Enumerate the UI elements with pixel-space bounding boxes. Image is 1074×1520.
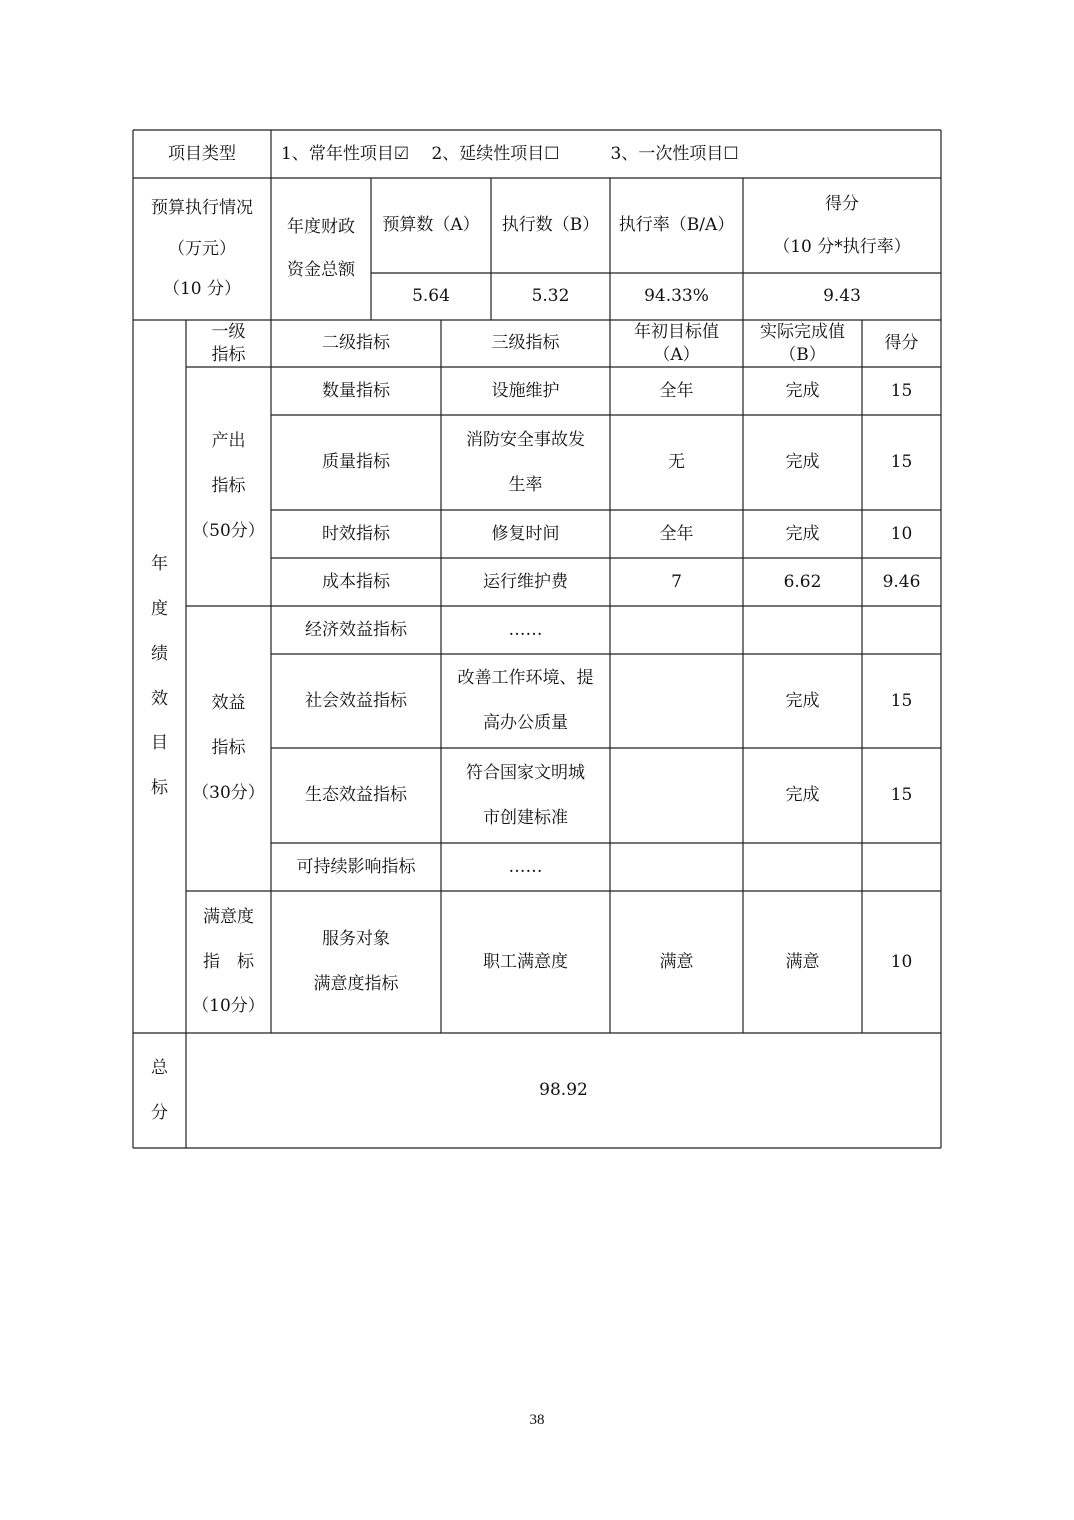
rate-value: 94.33%: [644, 286, 709, 307]
row-level3: [441, 606, 610, 654]
row-level3: [441, 415, 610, 510]
total-label-line: 分: [151, 1102, 168, 1123]
score-header-line: 得分: [825, 193, 859, 214]
row-target: 全年: [659, 523, 694, 544]
row-level2: [271, 367, 441, 415]
row-level3-line: 改善工作环境、提: [457, 668, 594, 689]
row-level2-line: 时效指标: [322, 523, 390, 544]
row-target: 无: [668, 452, 685, 473]
header-target-line: （A）: [653, 344, 700, 365]
row-level3-line: ……: [508, 856, 543, 877]
row-score: 9.46: [882, 571, 921, 592]
row-target: [610, 843, 743, 891]
row-level2-line: 社会效益指标: [305, 690, 407, 711]
output-group-label-line: （50分）: [192, 520, 265, 541]
performance-side-label-line: 效: [151, 688, 168, 709]
row-level2: [271, 558, 441, 606]
row-score: [862, 843, 941, 891]
benefit-group-label-line: 指标: [211, 738, 246, 759]
budget-label-line: （万元）: [168, 238, 236, 259]
row-level3: [441, 843, 610, 891]
header-level1-line: 一级: [211, 321, 246, 342]
exec-header: 执行数（B）: [501, 215, 600, 236]
row-level2: [271, 510, 441, 558]
header-actual: [743, 320, 862, 367]
exec-value: 5.32: [531, 286, 570, 307]
row-level3-line: 生率: [508, 474, 543, 495]
row-level2-line: 满意度指标: [313, 974, 399, 994]
row-level2-line: 数量指标: [322, 380, 390, 401]
row-level2: [271, 654, 441, 748]
row-level3: [441, 891, 610, 1033]
header-target-line: 年初目标值: [634, 321, 719, 342]
performance-side-label-line: 度: [151, 598, 168, 619]
project-type-label: 项目类型: [168, 143, 236, 164]
row-level3-line: 设施维护: [491, 380, 560, 401]
row-level3-line: 职工满意度: [483, 951, 568, 972]
row-target: 全年: [659, 380, 694, 401]
output-group-label-line: 指标: [211, 476, 246, 497]
row-score: 15: [890, 690, 913, 711]
row-level2-line: 经济效益指标: [305, 619, 407, 640]
row-actual: 完成: [785, 523, 820, 544]
row-score: 10: [890, 523, 913, 544]
score-value: 9.43: [823, 286, 861, 307]
budget-header: 预算数（A）: [382, 215, 480, 236]
budget-label-line: 预算执行情况: [151, 197, 253, 218]
row-level3-line: 消防安全事故发: [466, 429, 585, 450]
header-actual-line: （B）: [779, 344, 826, 365]
row-actual: 6.62: [783, 571, 822, 592]
row-level2-line: 服务对象: [322, 929, 390, 950]
row-level2: [271, 606, 441, 654]
satisfaction-group-label-line: 指 标: [203, 951, 254, 972]
row-level3: [441, 558, 610, 606]
row-actual: 完成: [785, 380, 820, 401]
row-target: [610, 606, 743, 654]
header-score: 得分: [884, 333, 919, 354]
row-target: [610, 654, 743, 748]
project-type-options: 1、常年性项目☑ 2、延续性项目☐ 3、一次性项目☐: [281, 143, 739, 164]
header-target: [610, 320, 743, 367]
page-number: 38: [529, 1412, 545, 1428]
row-level2-line: 成本指标: [322, 571, 390, 592]
row-level3-line: 修复时间: [491, 523, 560, 544]
row-level3-line: 符合国家文明城: [466, 762, 585, 783]
row-actual: 满意: [785, 951, 820, 972]
row-level3-line: 市创建标准: [483, 807, 568, 828]
row-level2: [271, 415, 441, 510]
row-score: [862, 606, 941, 654]
row-level2-line: 质量指标: [322, 452, 390, 473]
row-level3: [441, 367, 610, 415]
total-value: 98.92: [539, 1080, 588, 1101]
benefit-group-label-line: （30分）: [192, 782, 265, 803]
row-level3-line: 高办公质量: [483, 713, 568, 733]
performance-side-label: [133, 320, 186, 1033]
score-header-line: （10 分*执行率）: [773, 236, 911, 257]
row-actual: [743, 606, 862, 654]
row-actual: 完成: [785, 785, 820, 806]
row-target: 7: [671, 571, 682, 592]
row-level3: [441, 748, 610, 843]
row-level3: [441, 654, 610, 748]
performance-side-label-line: 年: [151, 553, 168, 574]
total-label-line: 总: [151, 1057, 168, 1078]
budget-label-line: （10 分）: [162, 279, 242, 300]
row-target: [610, 748, 743, 843]
header-level2: 二级指标: [322, 333, 390, 354]
row-score: 15: [890, 785, 913, 806]
row-level3-line: ……: [508, 619, 543, 640]
budget-value: 5.64: [412, 286, 450, 307]
row-score: 15: [890, 380, 913, 401]
row-target: 满意: [659, 951, 694, 972]
satisfaction-group-label-line: （10分）: [192, 996, 265, 1017]
header-level3: 三级指标: [491, 333, 560, 354]
performance-side-label-line: 目: [151, 733, 168, 754]
row-score: 15: [890, 452, 913, 473]
satisfaction-group-label-line: 满意度: [203, 906, 254, 927]
fund-total-label-line: 年度财政: [287, 217, 355, 238]
row-actual: 完成: [785, 690, 820, 711]
fund-total-label: [271, 178, 371, 320]
header-actual-line: 实际完成值: [760, 321, 845, 342]
row-level2: [271, 843, 441, 891]
performance-side-label-line: 绩: [151, 643, 168, 664]
performance-side-label-line: 标: [151, 778, 168, 799]
row-level2-line: 可持续影响指标: [296, 856, 416, 877]
total-label: [133, 1033, 186, 1148]
row-level3: [441, 510, 610, 558]
rate-header: 执行率（B/A）: [618, 215, 735, 236]
output-group-label-line: 产出: [211, 431, 246, 452]
row-actual: 完成: [785, 452, 820, 473]
output-group-label: [186, 367, 271, 606]
row-actual: [743, 843, 862, 891]
benefit-group-label: [186, 606, 271, 891]
benefit-group-label-line: 效益: [211, 693, 246, 714]
header-level1: [186, 320, 271, 367]
row-level2: [271, 891, 441, 1033]
header-level1-line: 指标: [211, 344, 246, 365]
fund-total-label-line: 资金总额: [287, 260, 355, 280]
score-header: [743, 178, 941, 273]
row-level2-line: 生态效益指标: [305, 785, 407, 806]
row-level3-line: 运行维护费: [483, 571, 568, 592]
row-score: 10: [890, 951, 913, 972]
budget-label: [133, 178, 271, 320]
row-level2: [271, 748, 441, 843]
satisfaction-group-label: [186, 891, 271, 1033]
